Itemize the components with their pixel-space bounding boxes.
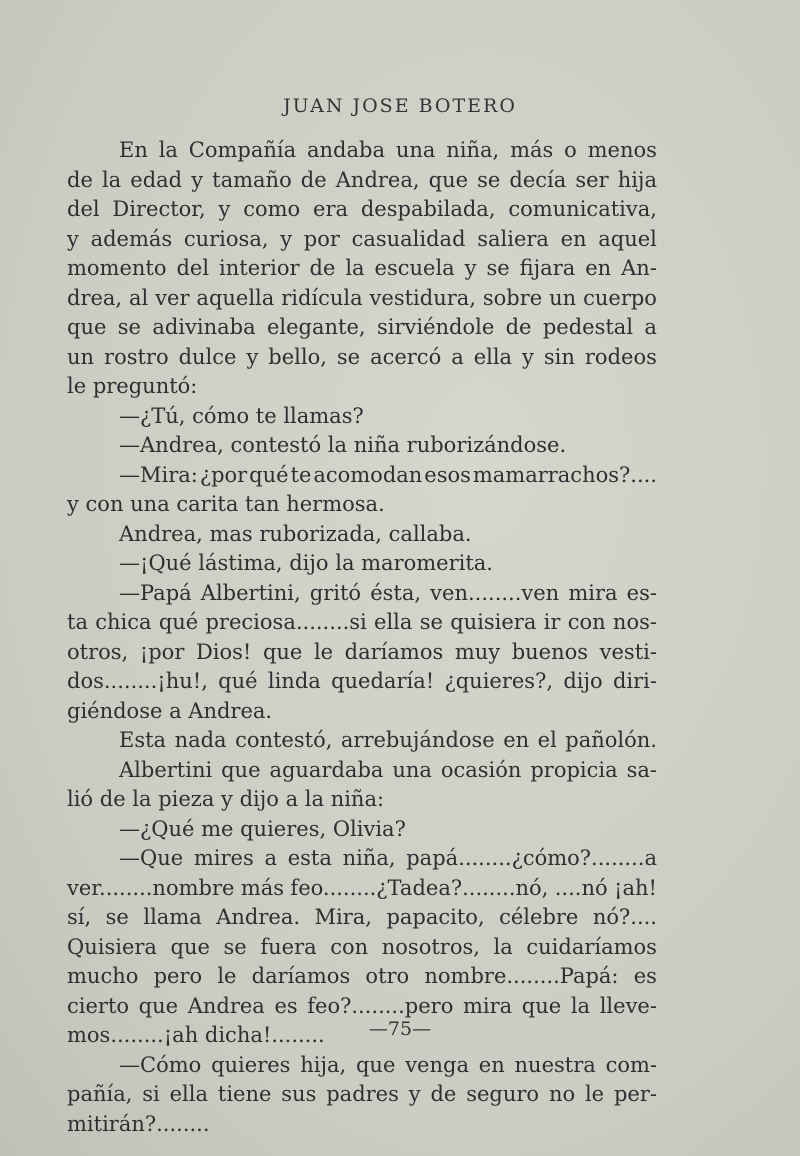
text-line: mucho pero le daríamos otro nombre........Papá: es <box>67 964 657 988</box>
text-line: momento del interior de la escuela y se fijara en An- <box>67 256 657 280</box>
text-line: y además curiosa, y por casualidad saliera en aquel <box>67 226 657 251</box>
text-line: pañía, si ella tiene sus padres y de seguro no le per- <box>67 1082 657 1106</box>
text-line: Andrea, mas ruborizada, callaba. <box>119 521 472 546</box>
text-line: —¿Qué me quieres, Olivia? <box>119 816 406 841</box>
text-line: un rostro dulce y bello, se acercó a ella y sin rodeos <box>67 344 657 369</box>
text-line: Esta nada contestó, arrebujándose en el pañolón. <box>119 728 657 752</box>
text-line: giéndose a Andrea. <box>67 698 273 723</box>
text-line: que se adivinaba elegante, sirviéndole de pedestal a <box>67 315 657 339</box>
text-line: —Que mires a esta niña, papá........¿cómo?........a <box>119 846 657 870</box>
text-line: le preguntó: <box>67 374 198 398</box>
text-line: drea, al ver aquella ridícula vestidura, sobre un cuerpo <box>67 285 657 310</box>
text-line: otros, ¡por Dios! que le daríamos muy buenos vesti- <box>67 639 657 664</box>
text-line: de la edad y tamaño de Andrea, que se decía ser hija <box>67 167 657 192</box>
text-line: —¡Qué lástima, dijo la maromerita. <box>119 551 493 575</box>
text-line: mitirán?........ <box>67 1111 210 1136</box>
text-line: En la Compañía andaba una niña, más o menos <box>119 138 657 162</box>
page-number: —75— <box>368 1018 432 1040</box>
running-header: JUAN JOSE BOTERO <box>283 95 517 117</box>
text-line: Albertini que aguardaba una ocasión propicia sa- <box>119 757 657 782</box>
text-line: —Mira: ¿por qué te acomodan esos mamarrachos?.... <box>119 462 657 487</box>
text-line: Quisiera que se fuera con nosotros, la cuidaríamos <box>67 934 657 959</box>
body-text <box>67 136 657 1139</box>
text-line: ta chica qué preciosa........si ella se quisiera ir con nos- <box>67 610 657 634</box>
text-line: lió de la pieza y dijo a la niña: <box>67 787 385 811</box>
text-line: sí, se llama Andrea. Mira, papacito, célebre nó?.... <box>67 905 657 929</box>
text-line: mos........¡ah dicha!........ <box>67 1023 325 1047</box>
text-line: dos........¡hu!, qué linda quedaría! ¿quieres?, dijo diri- <box>67 669 657 693</box>
text-line: cierto que Andrea es feo?........pero mira que la lleve- <box>67 993 657 1018</box>
text-line: —Cómo quieres hija, que venga en nuestra com- <box>119 1052 657 1077</box>
text-line: —¿Tú, cómo te llamas? <box>119 403 364 428</box>
text-line: del Director, y como era despabilada, comunicativa, <box>67 197 657 221</box>
text-line: y con una carita tan hermosa. <box>67 492 385 516</box>
text-line: —Andrea, contestó la niña ruborizándose. <box>119 433 567 457</box>
text-line: ver........nombre más feo........¿Tadea?........nó, ....nó ¡ah! <box>67 875 657 900</box>
text-line: —Papá Albertini, gritó ésta, ven........ven mira es- <box>119 580 657 605</box>
